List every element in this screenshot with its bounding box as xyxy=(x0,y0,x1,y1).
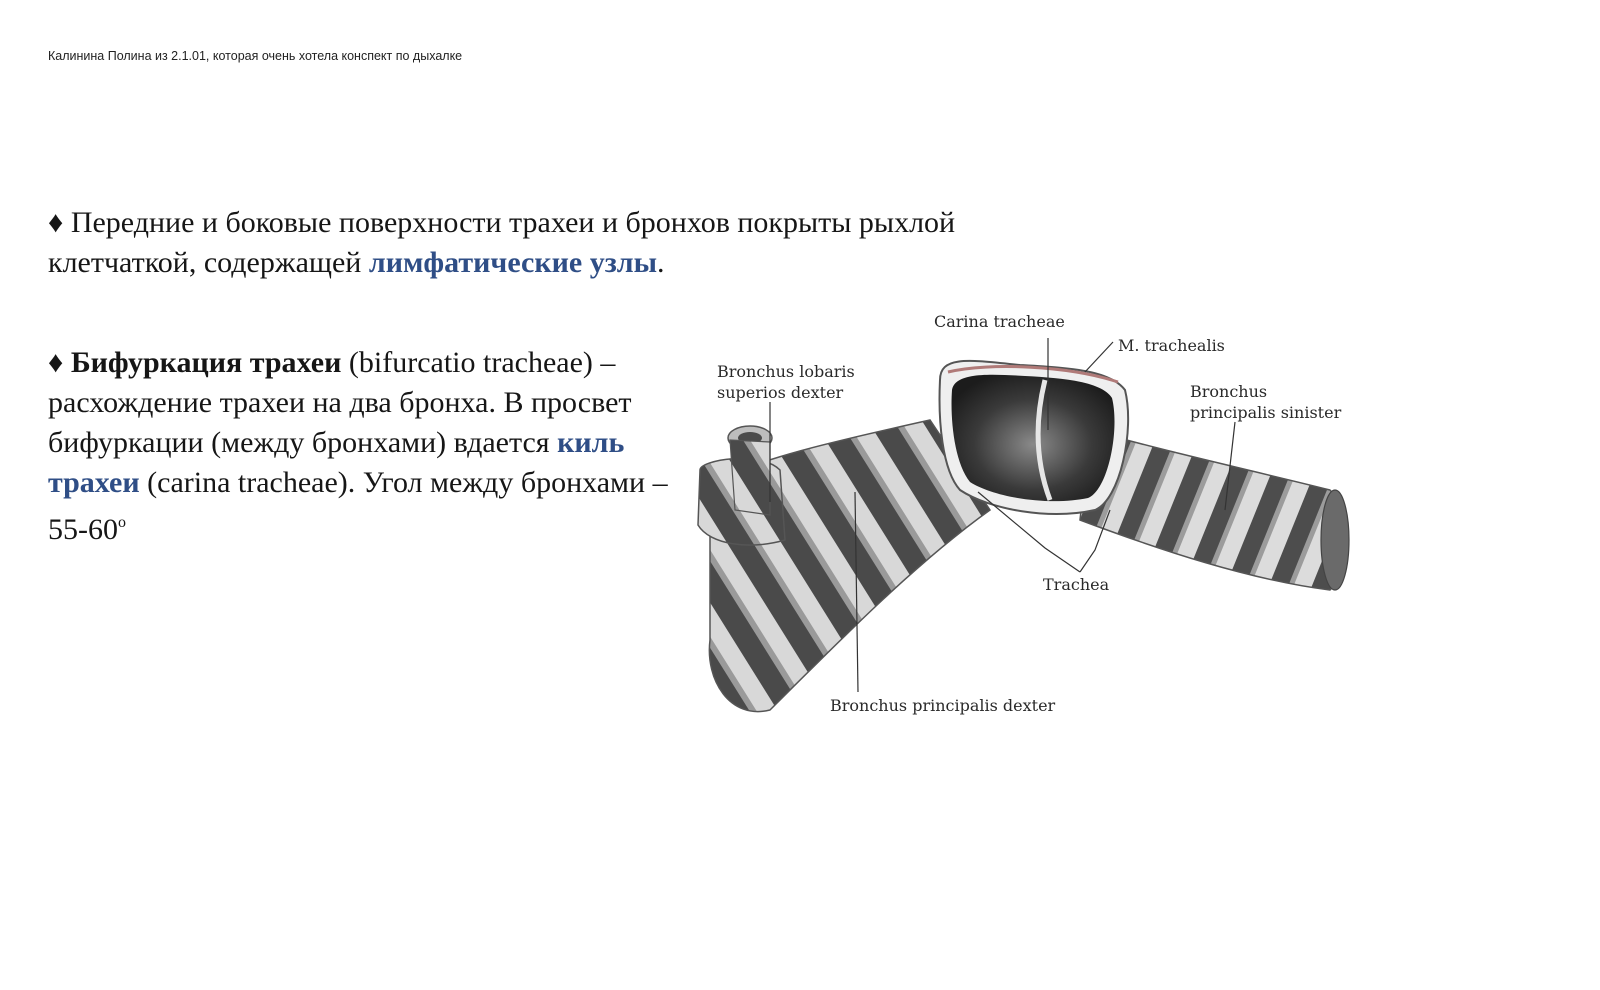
trachea-bifurcation-illustration xyxy=(690,310,1380,740)
label-trachea: Trachea xyxy=(1043,575,1110,594)
label-carina: Carina tracheae xyxy=(934,312,1065,331)
bullet: ♦ xyxy=(48,206,64,239)
paragraph-text-2: (carina tracheae). Угол между бронхами – 55-60 xyxy=(48,466,668,546)
highlight-carina: киль трахеи xyxy=(48,426,625,499)
trachea-lumen xyxy=(952,375,1115,501)
label-lobar-1: Bronchus lobaris xyxy=(717,362,855,381)
bullet: ♦ xyxy=(48,346,64,379)
label-sinister-2: principalis sinister xyxy=(1190,403,1342,422)
paragraph-text: Передние и боковые поверхности трахеи и бронхов покрыты рыхлой клетчаткой, содержащей xyxy=(48,206,956,279)
degree-mark: о xyxy=(118,514,126,531)
paragraph-text: (bifurcatio tracheae) – расхождение трахеи на два бронха. В просвет бифуркации (между бронхами) вдается xyxy=(48,346,632,459)
highlight-lymph-nodes: лимфатические узлы xyxy=(368,246,658,279)
header-note: Калинина Полина из 2.1.01, которая очень хотела конспект по дыхалке xyxy=(48,49,463,63)
label-lobar-2: superios dexter xyxy=(717,383,844,402)
label-dexter: Bronchus principalis dexter xyxy=(830,696,1056,715)
lobar-bronchus-tube xyxy=(730,440,770,515)
trachea-drawing xyxy=(690,310,1380,740)
paragraph-text-end: . xyxy=(657,246,665,279)
label-m-trachealis: M. trachealis xyxy=(1118,336,1225,355)
paragraph-lymph-nodes xyxy=(48,203,1048,283)
label-sinister-1: Bronchus xyxy=(1190,382,1268,401)
term-bifurcation: Бифуркация трахеи xyxy=(63,346,342,379)
left-bronchus-end xyxy=(1321,490,1349,590)
paragraph-bifurcation xyxy=(48,343,688,550)
